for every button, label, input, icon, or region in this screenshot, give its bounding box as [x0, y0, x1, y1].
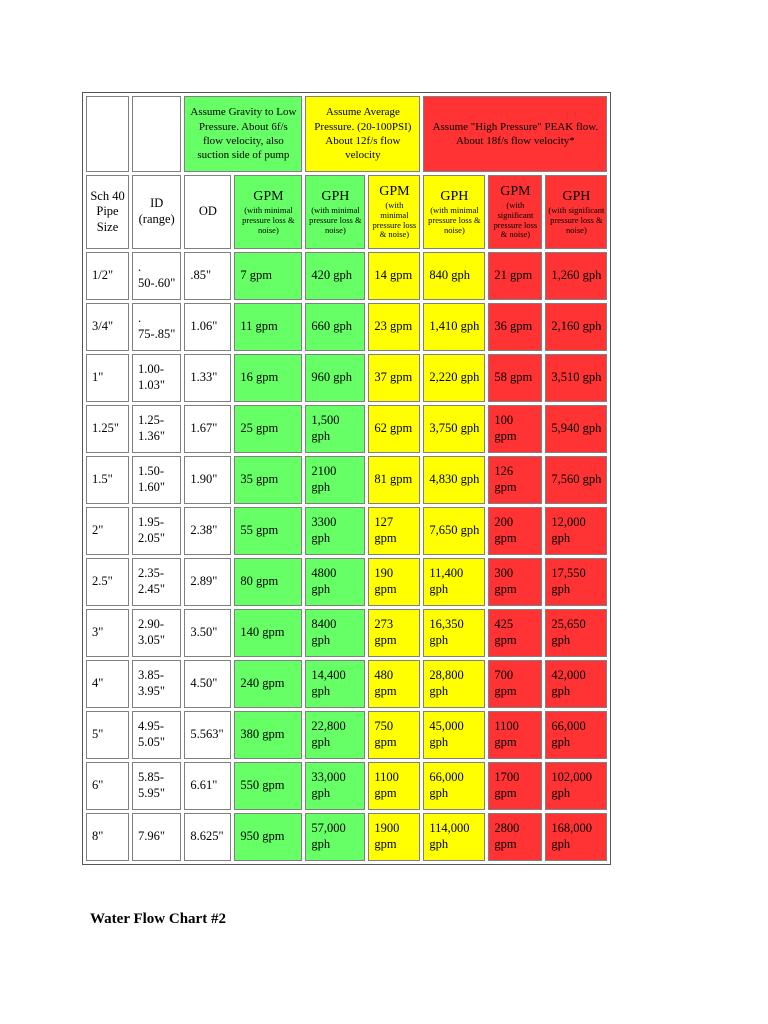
gravity-gph-cell: 2100 gph [305, 456, 365, 504]
table-row [86, 609, 607, 657]
high-gpm-cell: 100 gpm [488, 405, 542, 453]
header-unit: GPM [379, 183, 410, 199]
high-gpm-cell: 300 gpm [488, 558, 542, 606]
average-gpm-cell: 1900 gpm [368, 813, 420, 861]
average-gpm-cell: 23 gpm [368, 303, 420, 351]
average-gph-cell: 2,220 gph [423, 354, 485, 402]
table-row [86, 762, 607, 810]
gravity-gpm-cell: 35 gpm [234, 456, 302, 504]
high-gph-cell: 2,160 gph [545, 303, 607, 351]
gravity-gpm-cell: 950 gpm [234, 813, 302, 861]
id-range-cell: 1.50- 1.60" [132, 456, 181, 504]
pipe-size-cell: 8" [86, 813, 129, 861]
id-range-cell: 3.85- 3.95" [132, 660, 181, 708]
od-cell: 2.89" [184, 558, 231, 606]
gravity-gph-header [305, 175, 365, 249]
table-row [86, 252, 607, 300]
high-gph-cell: 42,000 gph [545, 660, 607, 708]
chart-caption: Water Flow Chart #2 [90, 911, 226, 927]
gravity-gph-cell: 1,500 gph [305, 405, 365, 453]
od-cell: 1.06" [184, 303, 231, 351]
gravity-gpm-cell: 80 gpm [234, 558, 302, 606]
header-note: (with minimal pressure loss & noise) [428, 205, 481, 235]
gravity-gpm-cell: 550 gpm [234, 762, 302, 810]
gravity-gph-cell: 57,000 gph [305, 813, 365, 861]
pipe-size-cell: 3/4" [86, 303, 129, 351]
average-gph-cell: 4,830 gph [423, 456, 485, 504]
gravity-gph-cell: 420 gph [305, 252, 365, 300]
average-gpm-cell: 190 gpm [368, 558, 420, 606]
table-row [86, 660, 607, 708]
od-cell: 8.625" [184, 813, 231, 861]
table-row [86, 711, 607, 759]
header-unit: GPH [440, 188, 469, 204]
gravity-gph-cell: 960 gph [305, 354, 365, 402]
table-row [86, 405, 607, 453]
id-range-cell: 1.25- 1.36" [132, 405, 181, 453]
id-range-cell: 4.95- 5.05" [132, 711, 181, 759]
high-gpm-cell: 2800 gpm [488, 813, 542, 861]
blank-header-cell [132, 96, 181, 172]
high-gph-cell: 3,510 gph [545, 354, 607, 402]
od-cell: 2.38" [184, 507, 231, 555]
data-rows [86, 252, 607, 861]
average-gpm-cell: 127 gpm [368, 507, 420, 555]
od-cell: 1.67" [184, 405, 231, 453]
id-range-cell: . 50-.60" [132, 252, 181, 300]
gravity-gph-cell: 660 gph [305, 303, 365, 351]
pipe-size-cell: 4" [86, 660, 129, 708]
average-pressure-group-header: Assume Average Pressure. (20-100PSI) About 12f/s flow velocity [305, 96, 420, 172]
pipe-size-cell: 3" [86, 609, 129, 657]
gravity-gpm-cell: 55 gpm [234, 507, 302, 555]
average-gpm-cell: 1100 gpm [368, 762, 420, 810]
gravity-gph-cell: 4800 gph [305, 558, 365, 606]
pipe-size-cell: 6" [86, 762, 129, 810]
header-note: (with significant pressure loss & noise) [548, 205, 605, 235]
gravity-gpm-cell: 25 gpm [234, 405, 302, 453]
gravity-gpm-cell: 16 gpm [234, 354, 302, 402]
high-gpm-header [488, 175, 542, 249]
high-gph-cell: 7,560 gph [545, 456, 607, 504]
high-gph-cell: 66,000 gph [545, 711, 607, 759]
pipe-size-cell: 1.25" [86, 405, 129, 453]
pipe-size-header: Sch 40 Pipe Size [86, 175, 129, 249]
average-gpm-cell: 273 gpm [368, 609, 420, 657]
table-row [86, 354, 607, 402]
pipe-size-cell: 2" [86, 507, 129, 555]
blank-header-cell [86, 96, 129, 172]
pipe-size-cell: 1.5" [86, 456, 129, 504]
high-gpm-cell: 21 gpm [488, 252, 542, 300]
average-gph-cell: 16,350 gph [423, 609, 485, 657]
average-gpm-cell: 37 gpm [368, 354, 420, 402]
high-gpm-cell: 1100 gpm [488, 711, 542, 759]
high-gph-cell: 17,550 gph [545, 558, 607, 606]
id-range-header: ID (range) [132, 175, 181, 249]
od-cell: 3.50" [184, 609, 231, 657]
group-header-row [86, 96, 607, 172]
id-range-cell: . 75-.85" [132, 303, 181, 351]
average-gpm-cell: 81 gpm [368, 456, 420, 504]
od-cell: 4.50" [184, 660, 231, 708]
table-row [86, 303, 607, 351]
high-gpm-cell: 126 gpm [488, 456, 542, 504]
header-note: (with minimal pressure loss & noise) [309, 205, 362, 235]
average-gph-cell: 45,000 gph [423, 711, 485, 759]
od-cell: 1.90" [184, 456, 231, 504]
pipe-size-cell: 2.5" [86, 558, 129, 606]
header-unit: GPH [321, 188, 350, 204]
high-gph-cell: 5,940 gph [545, 405, 607, 453]
table-row [86, 456, 607, 504]
average-gph-cell: 28,800 gph [423, 660, 485, 708]
average-gpm-cell: 14 gpm [368, 252, 420, 300]
average-gph-cell: 840 gph [423, 252, 485, 300]
header-note: (with minimal pressure loss & noise) [372, 200, 417, 240]
id-range-cell: 7.96" [132, 813, 181, 861]
high-gph-cell: 1,260 gph [545, 252, 607, 300]
table-row [86, 813, 607, 861]
column-header-row [86, 175, 607, 249]
high-pressure-group-header: Assume "High Pressure" PEAK flow. About 18f/s flow velocity* [423, 96, 607, 172]
average-gph-cell: 1,410 gph [423, 303, 485, 351]
average-gph-cell: 7,650 gph [423, 507, 485, 555]
gravity-gpm-cell: 380 gpm [234, 711, 302, 759]
high-gpm-cell: 200 gpm [488, 507, 542, 555]
gravity-gph-cell: 8400 gph [305, 609, 365, 657]
od-cell: .85" [184, 252, 231, 300]
gravity-gpm-cell: 11 gpm [234, 303, 302, 351]
od-header: OD [184, 175, 231, 249]
high-gph-cell: 25,650 gph [545, 609, 607, 657]
gravity-gpm-cell: 240 gpm [234, 660, 302, 708]
average-gph-header [423, 175, 485, 249]
average-gph-cell: 3,750 gph [423, 405, 485, 453]
header-note: (with significant pressure loss & noise) [493, 200, 538, 240]
average-gph-cell: 11,400 gph [423, 558, 485, 606]
pipe-size-cell: 1/2" [86, 252, 129, 300]
header-unit: GPM [253, 188, 284, 204]
gravity-gph-cell: 14,400 gph [305, 660, 365, 708]
average-gph-cell: 114,000 gph [423, 813, 485, 861]
table-row [86, 507, 607, 555]
pipe-size-cell: 1" [86, 354, 129, 402]
id-range-cell: 2.35- 2.45" [132, 558, 181, 606]
water-flow-table [82, 92, 611, 865]
high-gph-header [545, 175, 607, 249]
average-gpm-cell: 750 gpm [368, 711, 420, 759]
gravity-gpm-cell: 140 gpm [234, 609, 302, 657]
id-range-cell: 1.00- 1.03" [132, 354, 181, 402]
high-gph-cell: 102,000 gph [545, 762, 607, 810]
high-gpm-cell: 425 gpm [488, 609, 542, 657]
table-row [86, 558, 607, 606]
high-gpm-cell: 36 gpm [488, 303, 542, 351]
high-gph-cell: 12,000 gph [545, 507, 607, 555]
average-gpm-cell: 62 gpm [368, 405, 420, 453]
pipe-size-cell: 5" [86, 711, 129, 759]
average-gph-cell: 66,000 gph [423, 762, 485, 810]
average-gpm-cell: 480 gpm [368, 660, 420, 708]
od-cell: 5.563" [184, 711, 231, 759]
average-gpm-header [368, 175, 420, 249]
od-cell: 1.33" [184, 354, 231, 402]
header-note: (with minimal pressure loss & noise) [242, 205, 295, 235]
gravity-gpm-cell: 7 gpm [234, 252, 302, 300]
header-unit: GPM [500, 183, 531, 199]
id-range-cell: 1.95- 2.05" [132, 507, 181, 555]
gravity-gph-cell: 22,800 gph [305, 711, 365, 759]
id-range-cell: 5.85- 5.95" [132, 762, 181, 810]
gravity-group-header: Assume Gravity to Low Pressure. About 6f/s flow velocity, also suction side of pump [184, 96, 302, 172]
id-range-cell: 2.90- 3.05" [132, 609, 181, 657]
high-gpm-cell: 58 gpm [488, 354, 542, 402]
header-unit: GPH [562, 188, 591, 204]
gravity-gph-cell: 33,000 gph [305, 762, 365, 810]
gravity-gpm-header [234, 175, 302, 249]
high-gpm-cell: 700 gpm [488, 660, 542, 708]
high-gph-cell: 168,000 gph [545, 813, 607, 861]
high-gpm-cell: 1700 gpm [488, 762, 542, 810]
od-cell: 6.61" [184, 762, 231, 810]
gravity-gph-cell: 3300 gph [305, 507, 365, 555]
